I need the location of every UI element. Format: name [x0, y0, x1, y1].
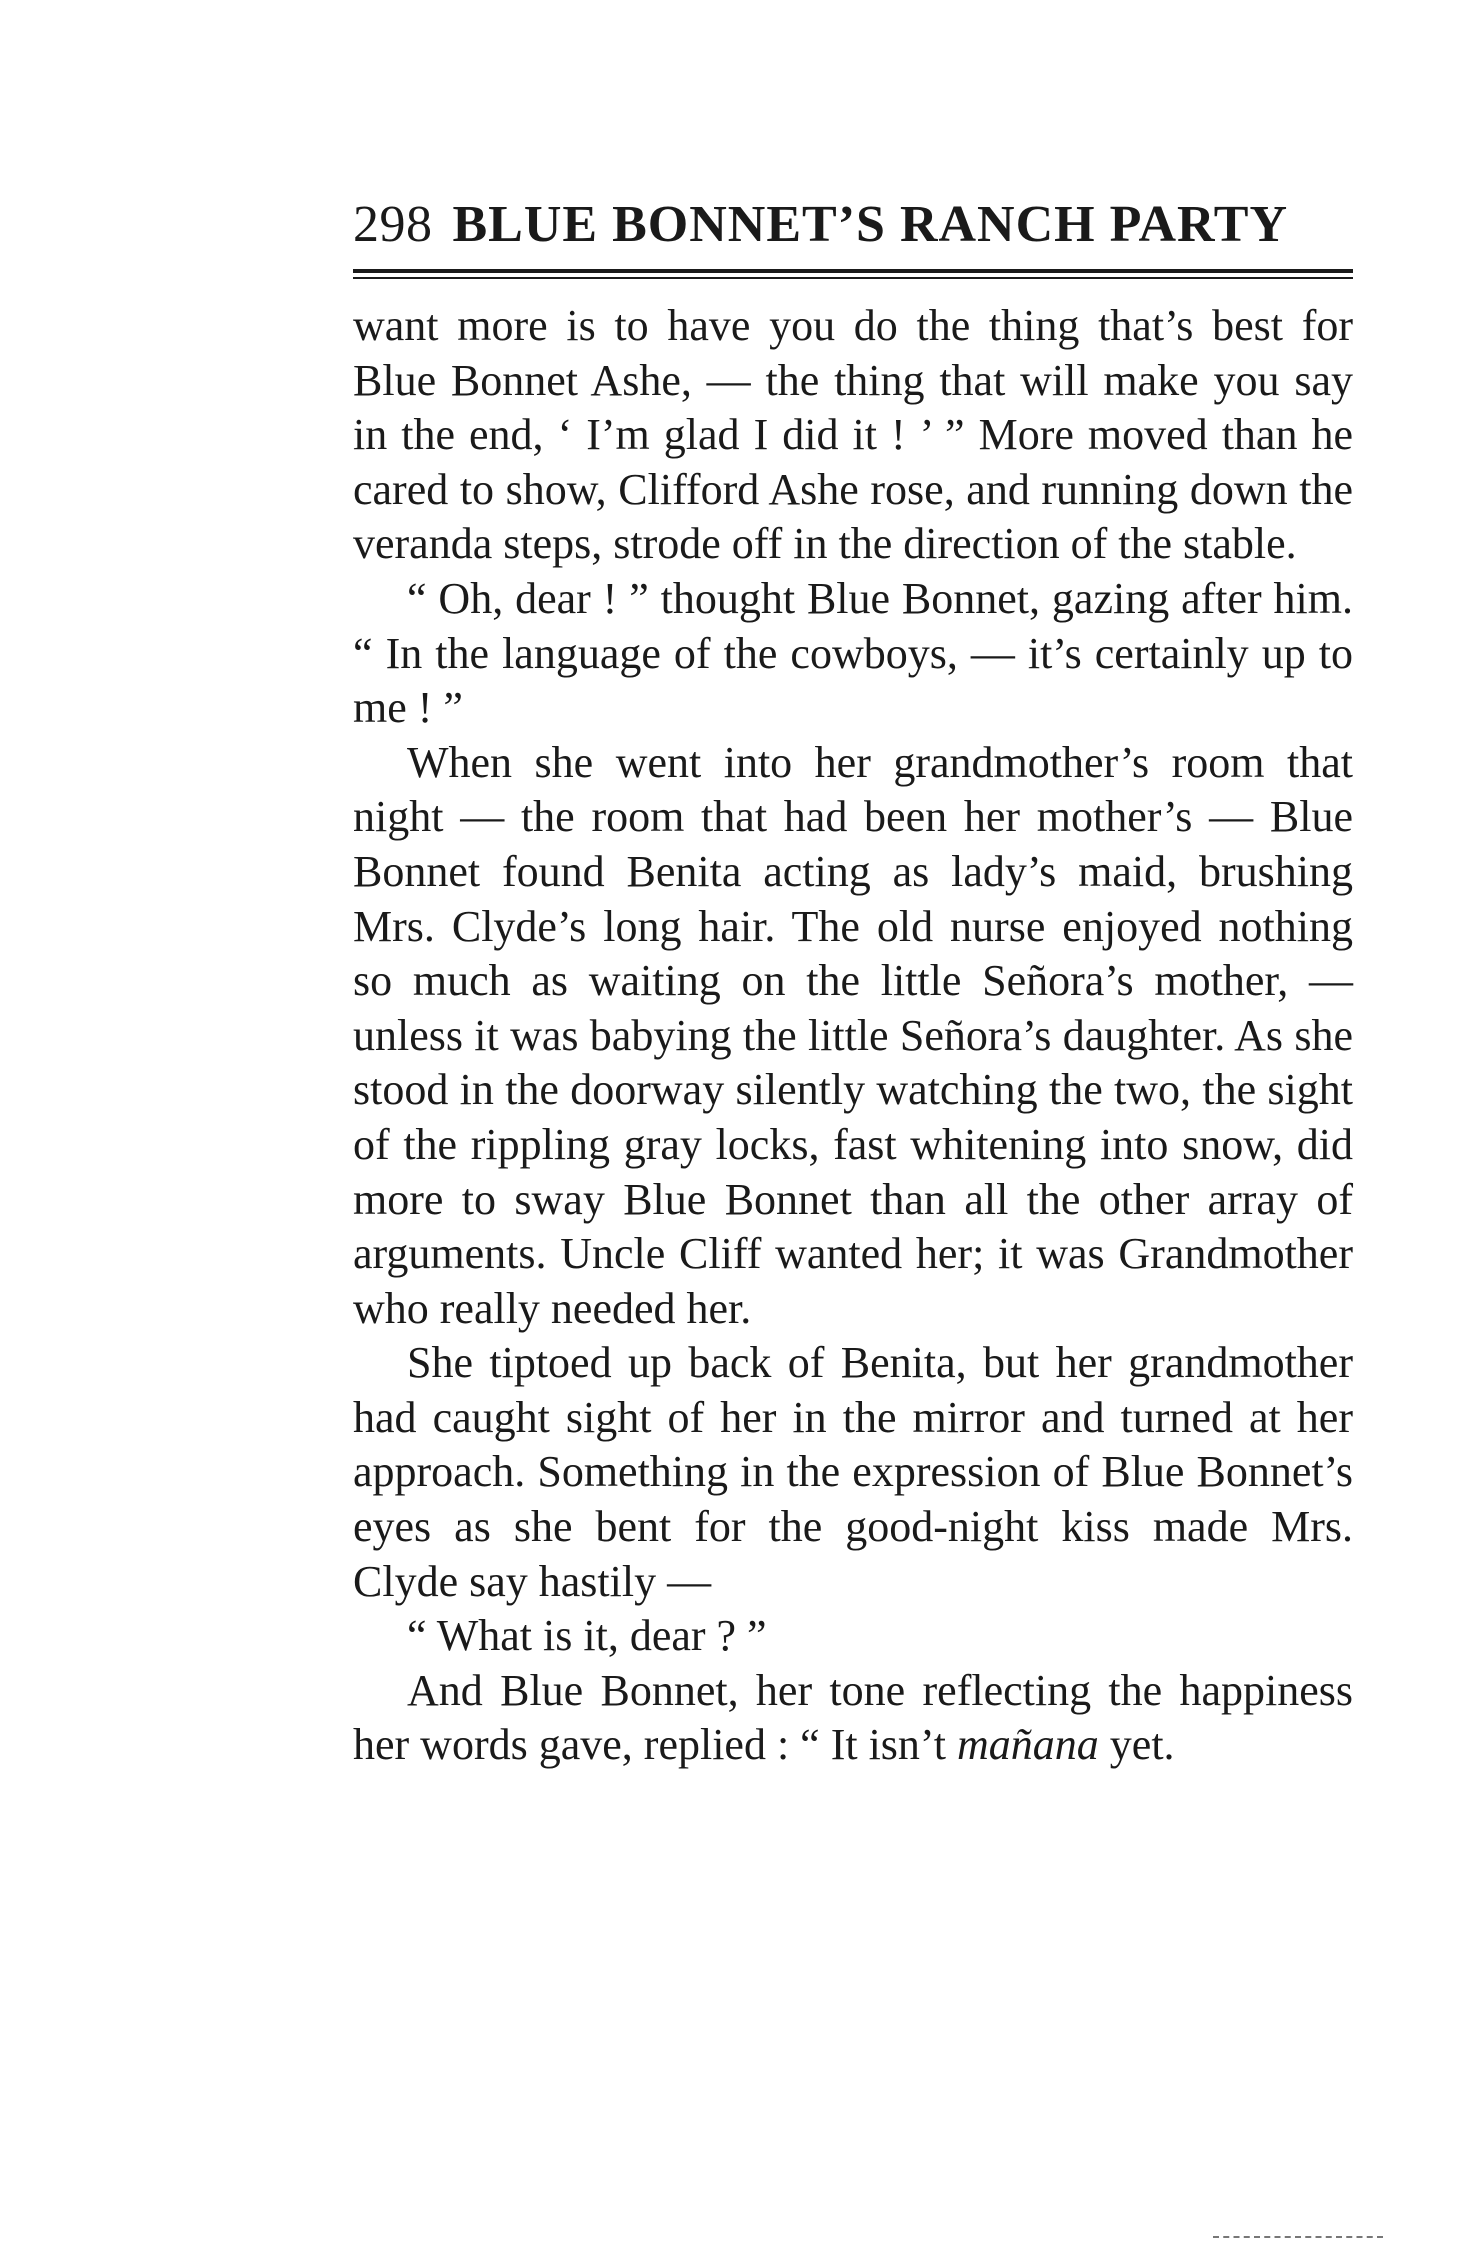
paragraph: She tiptoed up back of Benita, but her grandmother had caught sight of her in the mirror and turned at her approach. Something in the expression of Blue Bonnet’s eyes as she bent for the good-night kiss made Mrs. Clyde say hastily —	[353, 1338, 1353, 1606]
emphasized-word: mañana	[957, 1720, 1099, 1770]
running-title: BLUE BONNET’S RANCH PARTY	[452, 196, 1289, 253]
paragraph: When she went into her grandmother’s room that night — the room that had been her mother’s — Blue Bonnet found Benita acting as lady’s maid, brushing Mrs. Clyde’s long hair. The old nurse enjoyed nothing so much as waiting on the little Señora’s mother, — unless it was babying the little Señora’s daughter. As she stood in the doorway silently watching the two, the sight of the rippling gray locks, fast whitening into snow, did more to sway Blue Bonnet than all the other array of arguments. Uncle Cliff wanted her; it was Grandmother who really needed her.	[353, 737, 1353, 1333]
paragraph-text-after: yet.	[1098, 1720, 1175, 1770]
page-header	[353, 195, 1353, 255]
body-text	[353, 299, 1353, 1773]
page-number: 298	[353, 196, 433, 253]
scan-artifact	[1213, 2233, 1383, 2238]
paragraph: “ Oh, dear ! ” thought Blue Bonnet, gazing after him. “ In the language of the cowboys, — it’s certainly up to me ! ”	[353, 573, 1353, 733]
paragraph-continuation: want more is to have you do the thing that’s best for Blue Bonnet Ashe, — the thing that will make you say in the end, ‘ I’m glad I did it ! ’ ” More moved than he cared to show, Clifford Ashe rose, and running down the veranda steps, strode off in the direction of the stable.	[353, 301, 1353, 569]
paragraph-text-before: And Blue Bonnet, her tone reflecting the happiness her words gave, replied : “ It isn’t	[353, 1665, 1353, 1770]
paragraph-final	[353, 1664, 1353, 1773]
paragraph: “ What is it, dear ? ”	[407, 1611, 767, 1661]
header-rule	[353, 269, 1353, 273]
book-page	[353, 195, 1353, 1773]
header-rule-thin	[353, 277, 1353, 279]
